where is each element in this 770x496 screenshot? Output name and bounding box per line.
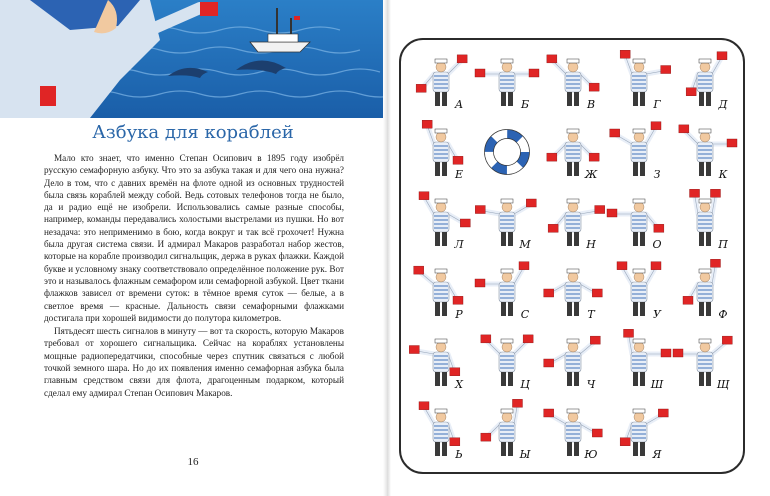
red-flag-icon [414,266,424,274]
semaphore-figure-25 [419,402,463,461]
semaphore-figure-1 [416,55,467,111]
red-flag-icon [526,199,536,207]
semaphore-figure-24 [673,336,732,391]
semaphore-figure-3 [547,55,599,111]
semaphore-letter: Ь [455,448,463,461]
semaphore-letter: Г [653,98,661,111]
red-flag-icon [683,296,693,304]
semaphore-figure-10 [419,192,470,251]
red-flag-icon [409,346,419,354]
semaphore-letter: С [520,308,530,321]
semaphore-letter: Н [586,238,596,251]
red-flag-icon [651,122,661,130]
red-flag-icon [661,66,671,74]
red-flag-icon [722,336,732,344]
red-flag-icon [475,69,485,77]
semaphore-figure-23 [624,329,671,391]
semaphore-letter: Д [718,98,728,111]
semaphore-letter: Ф [718,308,728,321]
red-flag-icon [607,209,617,217]
article-body [44,152,344,400]
semaphore-letter: М [519,238,531,251]
red-flag-icon [544,289,554,297]
semaphore-figure-15 [414,266,464,321]
semaphore-figure-17 [544,269,603,321]
red-flag-icon [422,120,432,128]
red-flag-icon [529,69,539,77]
red-flag-icon [523,335,533,343]
semaphore-letter: Е [454,168,464,181]
red-flag-icon [658,409,668,417]
red-flag-icon [547,55,557,63]
semaphore-alphabet-chart [401,40,747,476]
red-flag-icon [544,359,554,367]
red-flag-icon [654,224,664,232]
red-flag-icon [595,206,605,214]
semaphore-figure-16 [475,262,530,321]
semaphore-figure-5 [686,52,728,111]
semaphore-letter: Б [520,98,530,111]
semaphore-letter: У [653,308,661,321]
semaphore-letter: Ц [520,378,530,391]
semaphore-letter: Х [455,378,463,391]
red-flag-icon [481,433,491,441]
semaphore-letter: Ш [650,378,664,391]
semaphore-figure-6 [422,120,463,181]
red-flag-icon [686,88,696,96]
hero-illustration [0,0,386,118]
red-flag-icon [547,153,557,161]
red-flag-icon [453,156,463,164]
red-flag-icon [419,192,429,200]
red-flag-icon [453,296,463,304]
semaphore-letter: К [718,168,728,181]
red-flag-icon [548,224,558,232]
red-flag-icon [679,125,689,133]
semaphore-letter: Ю [584,448,598,461]
red-flag-icon [589,83,599,91]
red-flag-icon [592,289,602,297]
red-flag-icon [620,50,630,58]
semaphore-figure-28 [620,409,668,461]
right-page [391,0,770,496]
red-flag-icon [589,153,599,161]
red-flag-icon [457,55,467,63]
red-flag-icon [620,438,630,446]
semaphore-alphabet-frame [399,38,745,474]
semaphore-figure-13 [607,199,664,251]
red-flag-icon [727,139,737,147]
sea-illustration [0,0,386,118]
red-flag-icon [481,335,491,343]
red-flag-icon [690,189,700,197]
red-flag-icon [460,219,470,227]
semaphore-figure-20 [409,339,464,391]
semaphore-letter: Я [652,448,662,461]
semaphore-figure-14 [690,189,729,251]
red-flag-icon [717,52,727,60]
semaphore-letter: Ч [586,378,596,391]
semaphore-figure-21 [481,335,533,391]
semaphore-letter: Ы [519,448,531,461]
red-flag-icon [450,368,460,376]
red-flag-icon [419,402,429,410]
red-flag-icon [710,189,720,197]
semaphore-figure-2 [475,59,539,111]
red-flag-icon [610,129,620,137]
semaphore-figure-22 [544,336,601,391]
lifebuoy-icon [485,130,530,175]
semaphore-letter: П [718,238,728,251]
semaphore-letter: О [652,238,662,251]
book-spine [383,0,391,496]
semaphore-figure-9 [679,125,737,181]
semaphore-letter: З [653,168,661,181]
semaphore-figure-11 [475,199,536,251]
red-flag-icon [590,336,600,344]
red-flag-icon [661,349,671,357]
semaphore-letter: Ж [584,168,598,181]
red-flag-icon [624,329,634,337]
semaphore-letter: Р [455,308,463,321]
red-flag-icon [673,349,683,357]
red-flag-icon [519,262,529,270]
semaphore-letter: В [586,98,596,111]
red-flag-icon [416,84,426,92]
semaphore-letter: А [454,98,464,111]
page-number: 16 [187,456,199,468]
red-flag-icon [475,279,485,287]
semaphore-figure-18 [617,262,662,321]
semaphore-letter: Щ [716,378,730,391]
semaphore-figure-8 [610,122,661,181]
red-flag-icon [450,438,460,446]
semaphore-figure-26 [481,399,531,461]
red-flag-icon [592,429,602,437]
red-flag-icon [617,262,627,270]
article-title: Азбука для кораблей [92,122,294,143]
semaphore-figure-4 [620,50,671,111]
semaphore-figure-7 [547,129,599,181]
article-paragraph-1: Мало кто знает, что именно Степан Осипович в 1895 году изобрёл русскую семафорную азбуку. Что это за азбука такая и для чего она нужна? Дело в том, что с давних времён на флоте одной из основных трудностей была связь кораблей между собой. Ведь сотовых телефонов тогда не было, да и радио ещё не изобрели. Использовались самые разные способы, например, команды передавались холостыми выстрелами из пушки. Но вот незадача: это неприменимо в бою, когда вокруг и так всё грохочет! Нужна была другая система связи. И адмирал Макаров разработал набор жестов, которые на корабле производил сигнальщик, держа в руках флажки. Каждой букве и условному знаку соответствовало определённое положение рук. Вот это и называлось флажным семафором или семафорной азбукой. Цвет ткани флажков зависел от времени суток: в тёмное время суток — белые, а в светлое время — красные. Дальность связи семафорными флажками достигала при хорошей видимости до полутора километров. [44,153,344,323]
red-flag-icon [475,206,485,214]
semaphore-letter: Л [454,238,464,251]
red-flag-icon [710,259,720,267]
red-flag-icon [512,399,522,407]
semaphore-figure-19 [683,259,728,321]
semaphore-figure-12 [548,199,605,251]
semaphore-figure-27 [544,409,603,461]
article-paragraph-2: Пятьдесят шесть сигналов в минуту — вот та скорость, которую Макаров требовал от хорошего сигнальщика. Сейчас на кораблях установлены мощные радиопередатчики, способные через спутник связаться с любой точкой земного шара. Но до их появления именно семафорная азбука была главным средством связи для флота, драгоценным подарком, который сделал ему адмирал Степан Осипович Макаров. [44,326,344,398]
red-flag-icon [651,262,661,270]
red-flag-icon [544,409,554,417]
semaphore-letter: Т [587,308,595,321]
